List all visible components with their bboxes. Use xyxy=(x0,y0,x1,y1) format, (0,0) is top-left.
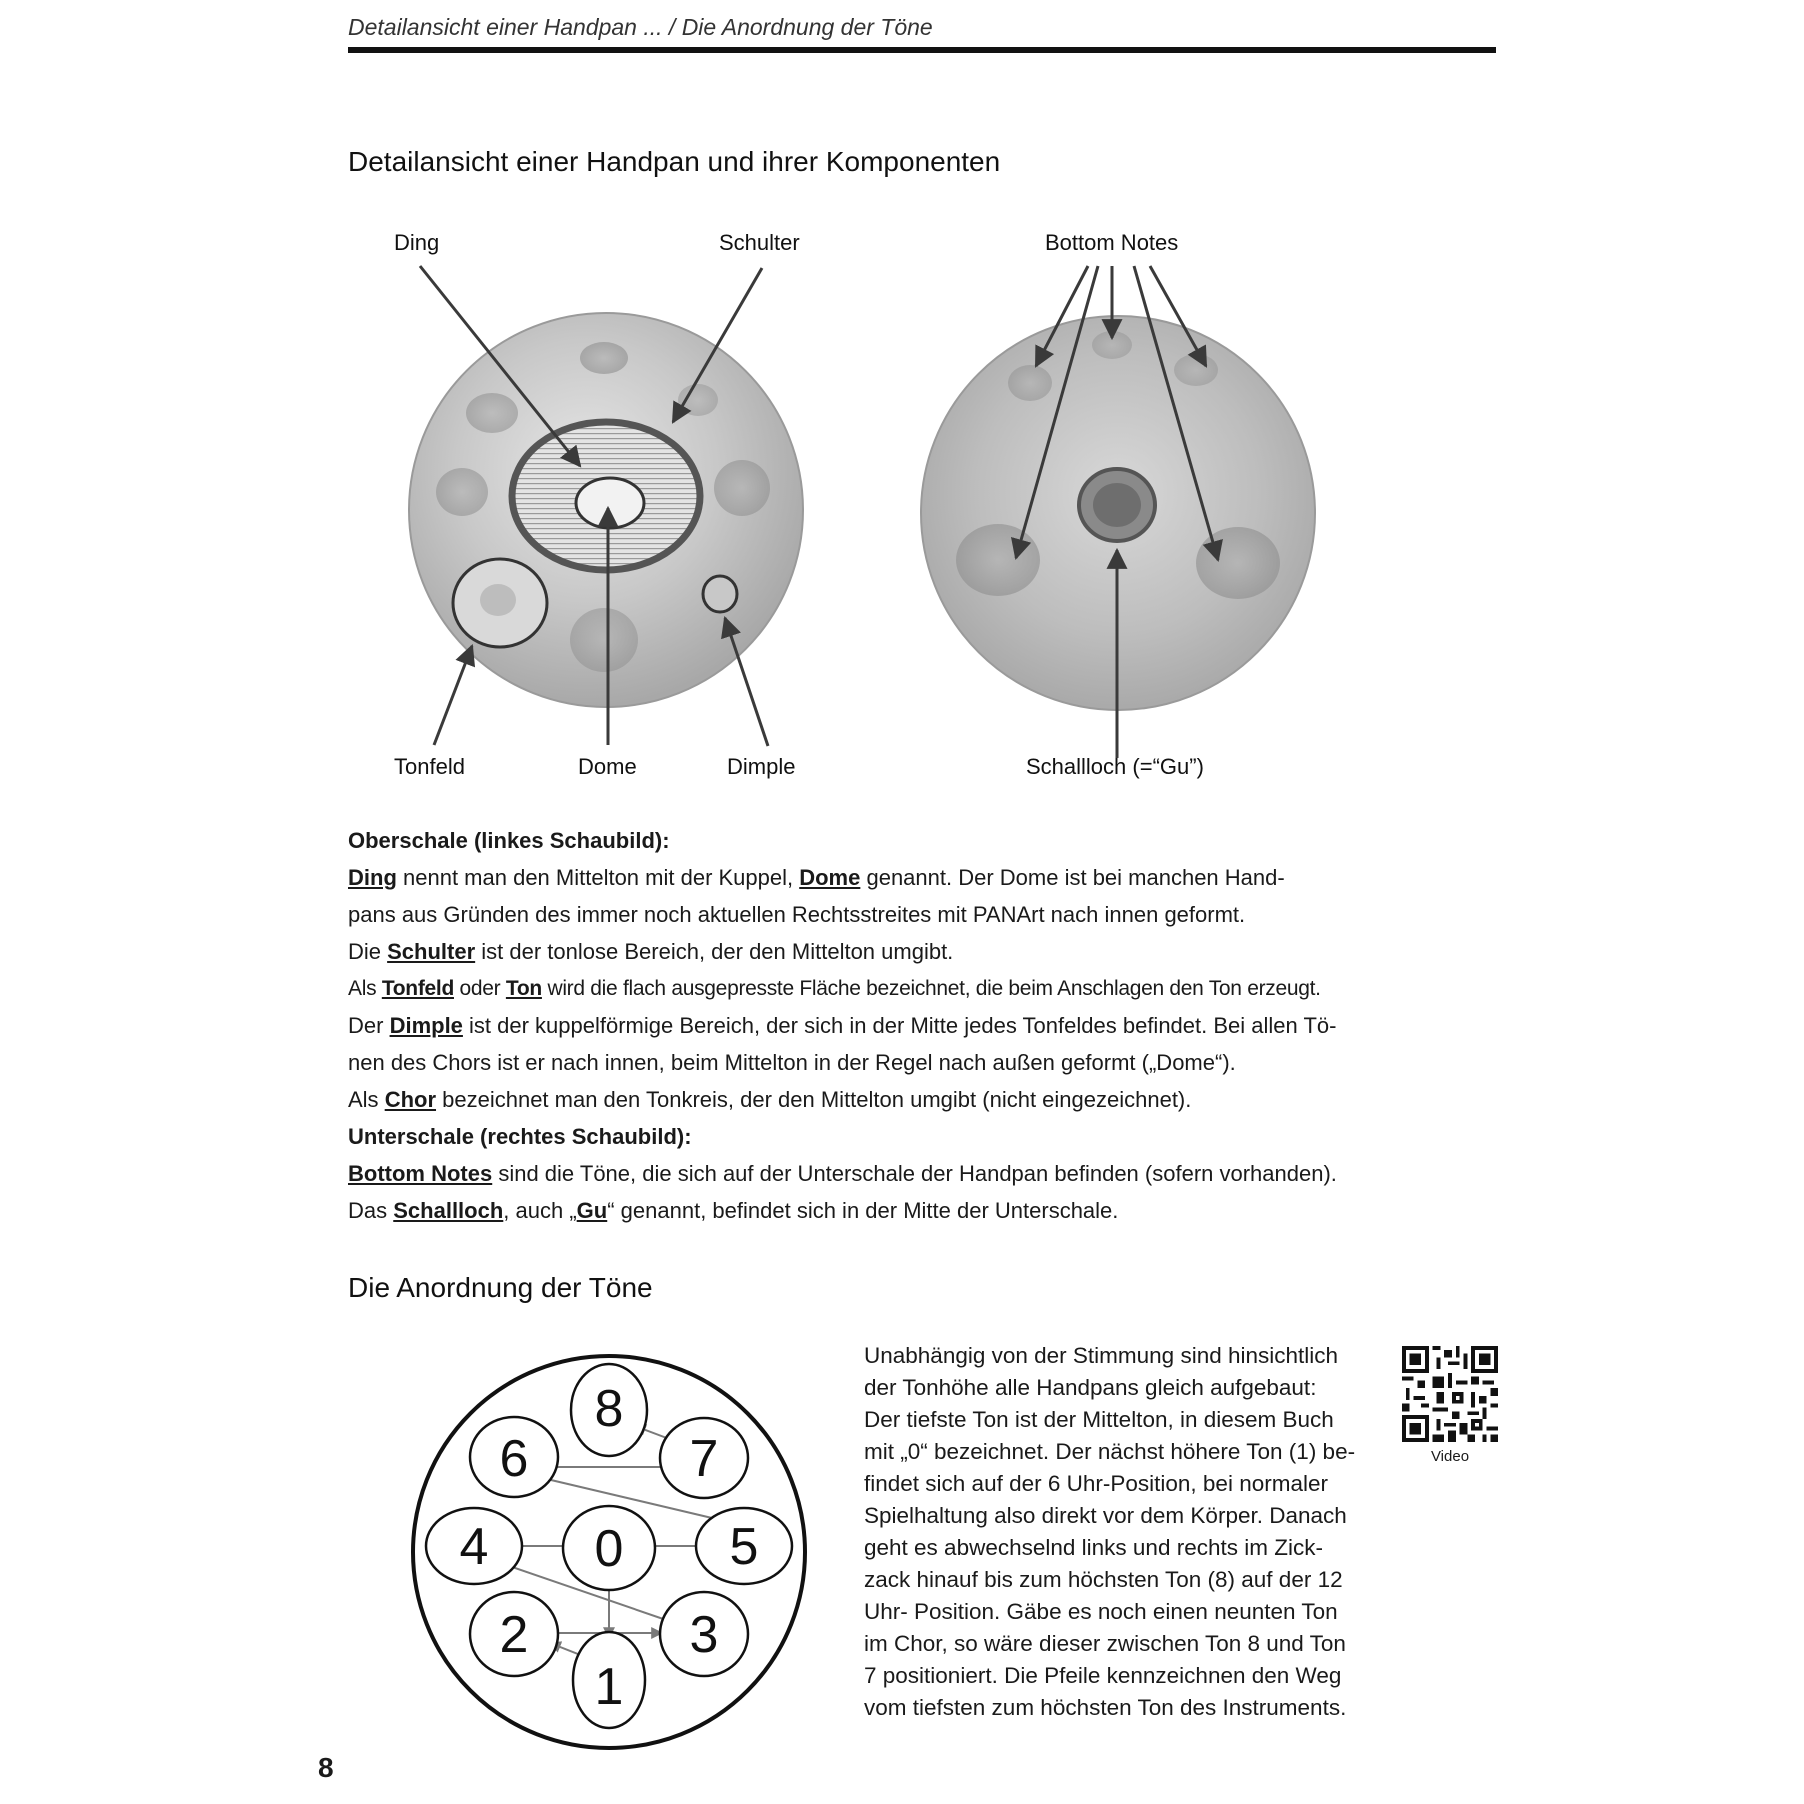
note-arrangement-diagram xyxy=(410,1340,810,1760)
section-title-components: Detailansicht einer Handpan und ihrer Komponenten xyxy=(348,146,1001,177)
label-schallloch: Schallloch (=“Gu”) xyxy=(1026,754,1204,779)
tone-label-2: 2 xyxy=(499,1606,529,1664)
tonfeld-dimple xyxy=(480,584,516,616)
paragraph-bottom-notes: Bottom Notes sind die Töne, die sich auf der Unterschale der Handpan befinden (sofern vorhanden). xyxy=(348,1161,1337,1186)
definitions-text xyxy=(348,822,1428,1229)
term-chor: Chor xyxy=(384,1087,437,1112)
paragraph-schallloch: Das Schallloch, auch „Gu“ genannt, befindet sich in der Mitte der Unterschale. xyxy=(348,1198,1119,1223)
paragraph-line: vom tiefsten zum höchsten Ton des Instruments. xyxy=(864,1695,1347,1720)
tone-field xyxy=(580,342,628,374)
paragraph-tonfeld: Als Tonfeld oder Ton wird die flach ausgepresste Fläche bezeichnet, die beim Anschlagen den Ton erzeugt. xyxy=(348,977,1321,1000)
paragraph-line: im Chor, so wäre dieser zwischen Ton 8 und Ton xyxy=(864,1631,1346,1656)
term-dimple: Dimple xyxy=(389,1013,463,1038)
term-gu: Gu xyxy=(576,1198,608,1223)
tone-field xyxy=(714,460,770,516)
paragraph-chor: Als Chor bezeichnet man den Tonkreis, der den Mittelton umgibt (nicht eingezeichnet). xyxy=(348,1087,1192,1112)
paragraph-dimple: Der Dimple ist der kuppelförmige Bereich, der sich in der Mitte jedes Tonfeldes befindet. Bei allen Tö- nen des Chors ist er nach innen, beim Mittelton in der Regel nach außen geformt („Dome“). xyxy=(348,1013,1337,1075)
oberschale-heading: Oberschale (linkes Schaubild): xyxy=(348,828,670,853)
tone-label-4: 4 xyxy=(459,1518,489,1576)
tone-label-0: 0 xyxy=(594,1520,624,1578)
paragraph-line: 7 positioniert. Die Pfeile kennzeichnen den Weg xyxy=(864,1663,1342,1688)
label-schulter: Schulter xyxy=(719,230,800,255)
paragraph-line: findet sich auf der 6 Uhr-Position, bei normaler xyxy=(864,1471,1328,1496)
term-ding: Ding xyxy=(348,865,397,890)
label-tonfeld: Tonfeld xyxy=(394,754,465,779)
handpan-figure xyxy=(0,0,1804,800)
paragraph-line: Uhr- Position. Gäbe es noch einen neunten Ton xyxy=(864,1599,1338,1624)
bottom-note xyxy=(956,524,1040,596)
arrangement-paragraph xyxy=(864,1340,1384,1724)
page-number: 8 xyxy=(318,1752,334,1783)
tone-label-1: 1 xyxy=(594,1658,624,1716)
arrow-tonfeld xyxy=(434,646,472,745)
section-title-arrangement: Die Anordnung der Töne xyxy=(348,1272,653,1303)
term-bottom-notes: Bottom Notes xyxy=(348,1161,493,1186)
paragraph-schulter: Die Schulter ist der tonlose Bereich, der den Mittelton umgibt. xyxy=(348,939,954,964)
paragraph-line: geht es abwechselnd links und rechts im Zick- xyxy=(864,1535,1323,1560)
paragraph-ding: Ding nennt man den Mittelton mit der Kuppel, Dome genannt. Der Dome ist bei manchen Hand- pans aus Gründen des immer noch aktuellen Rechtsstreites mit PANArt nach innen geformt. xyxy=(348,865,1285,927)
term-ton: Ton xyxy=(505,977,542,1000)
unterschale-heading: Unterschale (rechtes Schaubild): xyxy=(348,1124,692,1149)
term-schallloch: Schallloch xyxy=(393,1198,504,1223)
label-dimple: Dimple xyxy=(727,754,796,779)
tone-label-3: 3 xyxy=(689,1606,719,1664)
bottom-note xyxy=(1174,354,1218,386)
paragraph-line: Der tiefste Ton ist der Mittelton, in diesem Buch xyxy=(864,1407,1334,1432)
paragraph-line: der Tonhöhe alle Handpans gleich aufgebaut: xyxy=(864,1375,1317,1400)
running-header: Detailansicht einer Handpan ... / Die Anordnung der Töne xyxy=(348,14,933,40)
dimple-highlight xyxy=(703,576,737,612)
paragraph-line: Unabhängig von der Stimmung sind hinsichtlich xyxy=(864,1343,1339,1368)
label-bottom-notes: Bottom Notes xyxy=(1045,230,1179,255)
tone-label-7: 7 xyxy=(689,1430,719,1488)
handpan-top-shell xyxy=(409,313,803,707)
gu-inner xyxy=(1093,483,1141,527)
qr-video-label: Video xyxy=(1430,1448,1470,1465)
paragraph-line: mit „0“ bezeichnet. Der nächst höhere Ton (1) be- xyxy=(864,1439,1356,1464)
video-qr-code[interactable] xyxy=(1402,1346,1498,1442)
tone-field xyxy=(466,393,518,433)
tone-field xyxy=(436,468,488,516)
bottom-note xyxy=(1196,527,1280,599)
term-schulter: Schulter xyxy=(387,939,476,964)
tone-field xyxy=(570,608,638,672)
label-ding: Ding xyxy=(394,230,440,255)
paragraph-line: Spielhaltung also direkt vor dem Körper. Danach xyxy=(864,1503,1347,1528)
tone-label-5: 5 xyxy=(729,1518,759,1576)
tone-label-8: 8 xyxy=(594,1380,624,1438)
label-dome: Dome xyxy=(578,754,637,779)
term-tonfeld: Tonfeld xyxy=(381,977,454,1000)
tone-label-6: 6 xyxy=(499,1430,529,1488)
term-dome: Dome xyxy=(799,865,861,890)
bottom-note xyxy=(1008,365,1052,401)
ding-dome xyxy=(576,478,644,528)
paragraph-line: zack hinauf bis zum höchsten Ton (8) auf der 12 xyxy=(864,1567,1343,1592)
